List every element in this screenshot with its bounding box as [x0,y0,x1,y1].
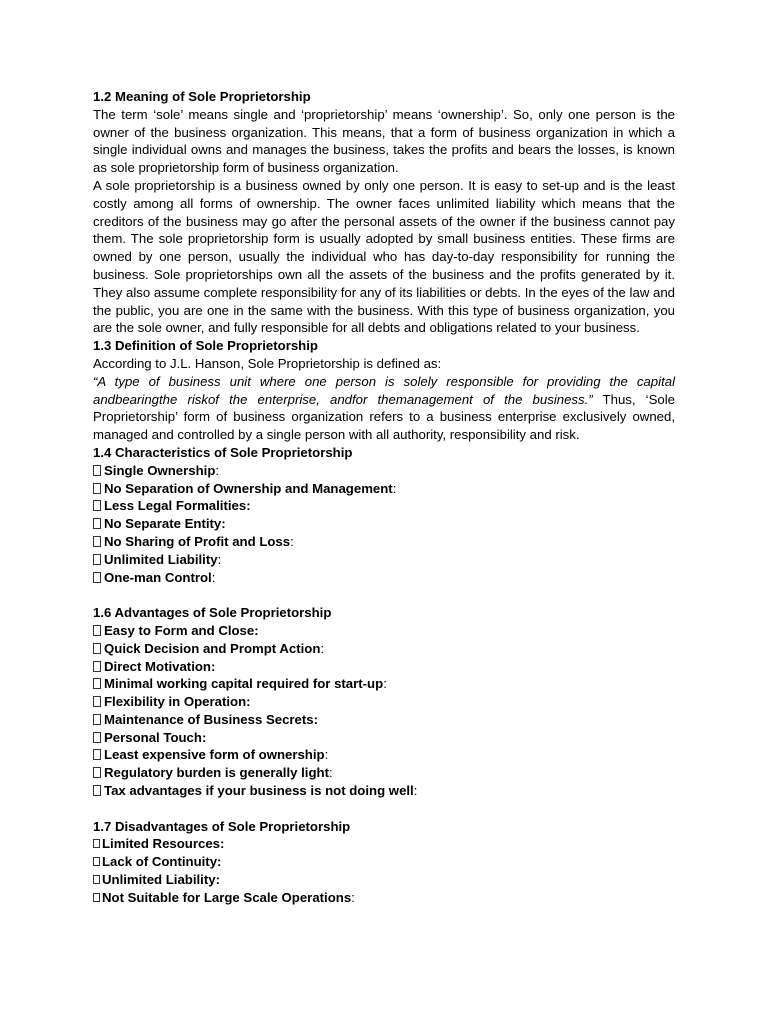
advantages-list [93,622,675,800]
section-heading-1-4: 1.4 Characteristics of Sole Proprietorship [93,444,353,460]
list-item: No Separate Entity : [93,515,675,533]
list-item: Least expensive form of ownership : [93,746,675,764]
missing-glyph-icon [93,500,101,511]
list-item: Maintenance of Business Secrets : [93,711,675,729]
list-item: Easy to Form and Close : [93,622,675,640]
missing-glyph-icon [93,483,101,494]
missing-glyph-icon [93,767,101,778]
list-item: One-man Control : [93,569,675,587]
missing-glyph-icon [93,893,100,902]
missing-glyph-icon [93,554,101,565]
missing-glyph-icon [93,643,101,654]
list-item: Single Ownership : [93,462,675,480]
blank-line [93,800,675,818]
missing-glyph-icon [93,572,101,583]
missing-glyph-icon [93,465,101,476]
definition-quote: “A type of business unit where one person is solely responsible for providing the capital andbearingthe riskof the enterprise, andfor themanagement of the business.” [93,373,675,407]
list-item: Lack of Continuity : [93,853,675,871]
list-item: Minimal working capital required for start-up : [93,675,675,693]
definition-paragraph [93,373,675,444]
missing-glyph-icon [93,875,100,884]
list-item: Limited Resources : [93,835,675,853]
definition-after-quote: Thus, ‘Sole Proprietorship’ form of business organization refers to a business enterprise exclusively owned, managed and controlled by a single person with all authority, responsibility and risk. [93,391,675,443]
list-item: Unlimited Liability : [93,871,675,889]
list-item: Not Suitable for Large Scale Operations : [93,889,675,907]
list-item: No Separation of Ownership and Management : [93,480,675,498]
missing-glyph-icon [93,785,101,796]
list-item: No Sharing of Profit and Loss : [93,533,675,551]
missing-glyph-icon [93,696,101,707]
missing-glyph-icon [93,749,101,760]
section-heading-1-2: 1.2 Meaning of Sole Proprietorship [93,89,311,104]
blank-line [93,586,675,604]
list-item: Tax advantages if your business is not doing well : [93,782,675,800]
missing-glyph-icon [93,839,100,848]
paragraph-meaning-1: The term ‘sole’ means single and ‘proprietorship’ means ‘ownership’. So, only one person is the owner of the business organization. This means, that a form of business organization in which a single individual owns and manages the business, takes the profits and bears the losses, is known as sole proprietorship form of business organization. [93,106,675,176]
section-heading-1-6: 1.6 Advantages of Sole Proprietorship [93,605,332,621]
missing-glyph-icon [93,678,101,689]
document-page [93,88,675,907]
disadvantages-list [93,835,675,906]
section-heading-1-7: 1.7 Disadvantages of Sole Proprietorship [93,818,351,834]
list-item: Flexibility in Operation : [93,693,675,711]
missing-glyph-icon [93,536,101,547]
list-item: Quick Decision and Prompt Action : [93,640,675,658]
missing-glyph-icon [93,625,101,636]
list-item: Less Legal Formalities : [93,497,675,515]
paragraph-meaning-2: A sole proprietorship is a business owned by only one person. It is easy to set-up and is the least costly among all forms of ownership. The owner faces unlimited liability which means that the creditors of the business may go after the personal assets of the owner if the business cannot pay them. The sole proprietorship form is usually adopted by small business entities. These firms are owned by one person, usually the individual who has day-to-day responsibility for running the business. Sole proprietorships own all the assets of the business and the profits generated by it. They also assume complete responsibility for any of its liabilities or debts. In the eyes of the law and the public, you are one in the same with the business. With this type of business organization, you are the sole owner, and fully responsible for all debts and obligations related to your business. [93,177,676,336]
section-heading-1-3: 1.3 Definition of Sole Proprietorship [93,338,318,354]
missing-glyph-icon [93,732,101,743]
list-item: Unlimited Liability : [93,551,675,569]
missing-glyph-icon [93,518,101,529]
missing-glyph-icon [93,857,100,866]
missing-glyph-icon [93,661,101,672]
missing-glyph-icon [93,714,101,725]
characteristics-list [93,462,675,587]
definition-intro: According to J.L. Hanson, Sole Proprietorship is defined as: [93,355,442,371]
list-item: Regulatory burden is generally light : [93,764,675,782]
list-item: Direct Motivation : [93,658,675,676]
list-item: Personal Touch : [93,729,675,747]
